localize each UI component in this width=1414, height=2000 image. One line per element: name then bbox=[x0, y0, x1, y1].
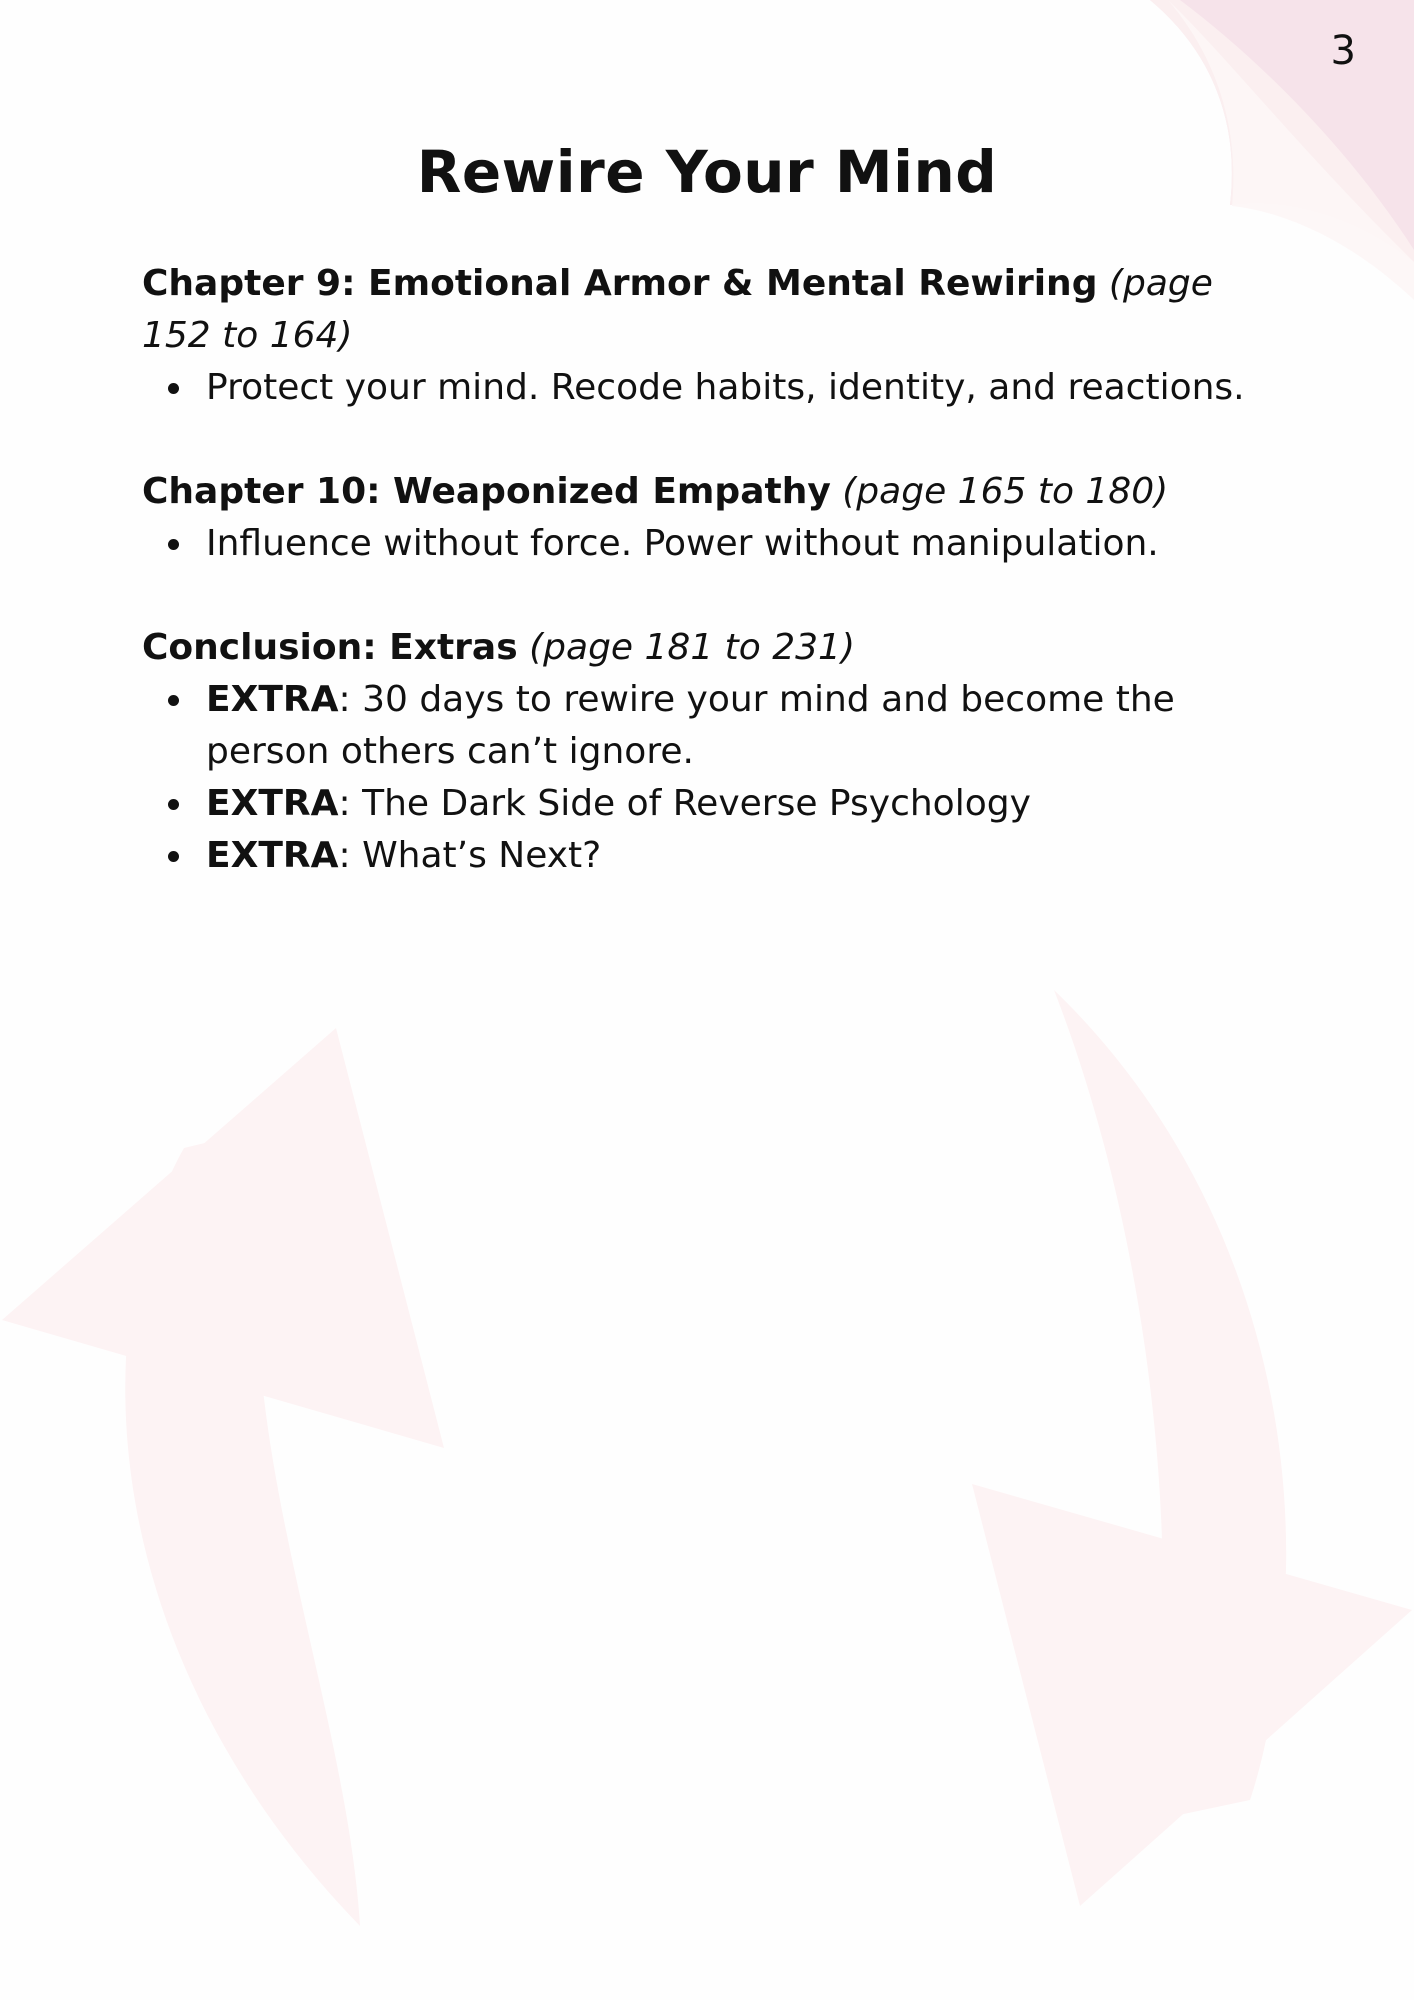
section-title: Conclusion: Extras bbox=[142, 627, 518, 668]
toc-section-chapter-9 bbox=[142, 258, 1272, 414]
section-heading bbox=[142, 258, 1272, 362]
bullet-icon bbox=[168, 695, 179, 706]
section-items bbox=[142, 362, 1272, 414]
section-items bbox=[142, 518, 1272, 570]
bullet-icon bbox=[168, 799, 179, 810]
list-item bbox=[206, 830, 1272, 882]
list-item bbox=[206, 674, 1272, 778]
item-text: : 30 days to rewire your mind and become the person others can’t ignore. bbox=[206, 679, 1175, 772]
item-text: Influence without force. Power without manipulation. bbox=[206, 523, 1159, 564]
table-of-contents bbox=[142, 258, 1272, 934]
extra-tag: EXTRA bbox=[206, 835, 339, 876]
page-number: 3 bbox=[1330, 28, 1356, 74]
toc-section-conclusion bbox=[142, 622, 1272, 882]
page-title: Rewire Your Mind bbox=[416, 138, 998, 206]
bullet-icon bbox=[168, 539, 179, 550]
item-text: : What’s Next? bbox=[338, 835, 602, 876]
extra-tag: EXTRA bbox=[206, 783, 339, 824]
item-text: Protect your mind. Recode habits, identity, and reactions. bbox=[206, 367, 1245, 408]
section-title: Chapter 9: Emotional Armor & Mental Rewiring bbox=[142, 263, 1098, 304]
page-range: (page 152 to 164) bbox=[142, 263, 1213, 356]
list-item bbox=[206, 362, 1272, 414]
list-item bbox=[206, 778, 1272, 830]
item-text: : The Dark Side of Reverse Psychology bbox=[338, 783, 1031, 824]
list-item bbox=[206, 518, 1272, 570]
page-range: (page 181 to 231) bbox=[529, 627, 856, 668]
section-title: Chapter 10: Weaponized Empathy bbox=[142, 471, 831, 512]
bullet-icon bbox=[168, 383, 179, 394]
bullet-icon bbox=[168, 851, 179, 862]
page-range: (page 165 to 180) bbox=[842, 471, 1169, 512]
refresh-arrows-icon bbox=[2, 990, 1412, 1926]
section-heading bbox=[142, 622, 1272, 674]
section-items bbox=[142, 674, 1272, 882]
toc-section-chapter-10 bbox=[142, 466, 1272, 570]
section-heading bbox=[142, 466, 1272, 518]
extra-tag: EXTRA bbox=[206, 679, 339, 720]
